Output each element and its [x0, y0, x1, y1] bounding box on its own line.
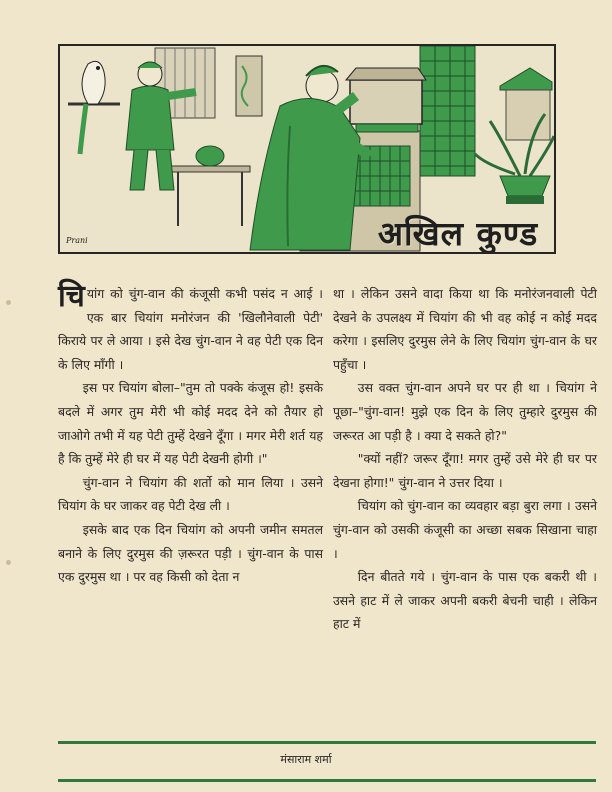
- right-paragraph-1: था । लेकिन उसने वादा किया था कि मनोरंजनवाली पेटी देखने के उपलक्ष्य में चियांग की भी वह कोई न कोई मदद करेगा । इसलिए दुरमुस लेने के लिए चियांग चुंग-वान के घर पहुँचा ।: [333, 286, 597, 372]
- left-column: [58, 279, 323, 589]
- margin-hole: [6, 560, 11, 565]
- left-paragraph-1-text: यांग को चुंग-वान की कंजूसी कभी पसंद न आई । एक बार चियांग मनोरंजन की 'खिलौनेवाली पेटी' किराये पर ले आया । इसे देख चुंग-वान ने वह पेटी एक दिन के लिए माँगी ।: [58, 286, 323, 372]
- left-paragraph-2: इस पर चियांग बोला–"तुम तो पक्के कंजूस हो! इसके बदले में अगर तुम मेरी भी कोई मदद देने को तैयार हो जाओगे तभी में यह पेटी तुम्हें देखने दूँगा । मगर मेरी शर्त यह है कि तुम्हें मेरे ही घर में यह पेटी देखनी होगी ।": [58, 380, 323, 467]
- right-paragraph-4: चियांग को चुंग-वान का व्यवहार बड़ा बुरा लगा । उसने चुंग-वान को उसकी कंजूसी का अच्छा सबक सिखाना चाहा ।: [333, 498, 597, 561]
- right-paragraph-5: दिन बीतते गये । चुंग-वान के पास एक बकरी थी । उसने हाट में ले जाकर अपनी बकरी बेचनी चाही । लेकिन हाट में: [333, 569, 597, 632]
- right-paragraph-3: "क्यों नहीं? जरूर दूँगा! मगर तुम्हें उसे मेरे ही घर पर देखना होगा!" चुंग-वान ने उत्तर दिया ।: [333, 451, 597, 490]
- right-column: [333, 282, 597, 636]
- left-paragraph-4: इसके बाद एक दिन चियांग को अपनी जमीन समतल बनाने के लिए दुरमुस की ज़रूरत पड़ी । चुंग-वान के पास एक दुरमुस था । पर वह किसी को देता न: [58, 521, 323, 585]
- story-title-box: [360, 208, 556, 254]
- story-title: अखिल कुण्ड: [377, 213, 539, 253]
- right-paragraph-2: उस वक्त चुंग-वान अपने घर पर ही था । चियांग ने पूछा–"चुंग-वान! मुझे एक दिन के लिए तुम्हारे दुरमुस की जरूरत आ पड़ी है । क्या दे सकते हो?": [333, 380, 597, 443]
- footer-rule-top: [58, 741, 596, 744]
- dropcap: चि: [58, 279, 85, 314]
- author-name: मंसाराम शर्मा: [280, 753, 332, 766]
- left-paragraph-3: चुंग-वान ने चियांग की शर्तो को मान लिया । उसने चियांग के घर जाकर वह पेटी देख ली ।: [58, 474, 323, 514]
- story-illustration: [58, 44, 556, 254]
- artist-signature: Prani: [66, 236, 88, 245]
- margin-hole: [6, 300, 11, 305]
- footer-rule-bottom: [58, 779, 596, 782]
- left-paragraph-1: [58, 279, 323, 376]
